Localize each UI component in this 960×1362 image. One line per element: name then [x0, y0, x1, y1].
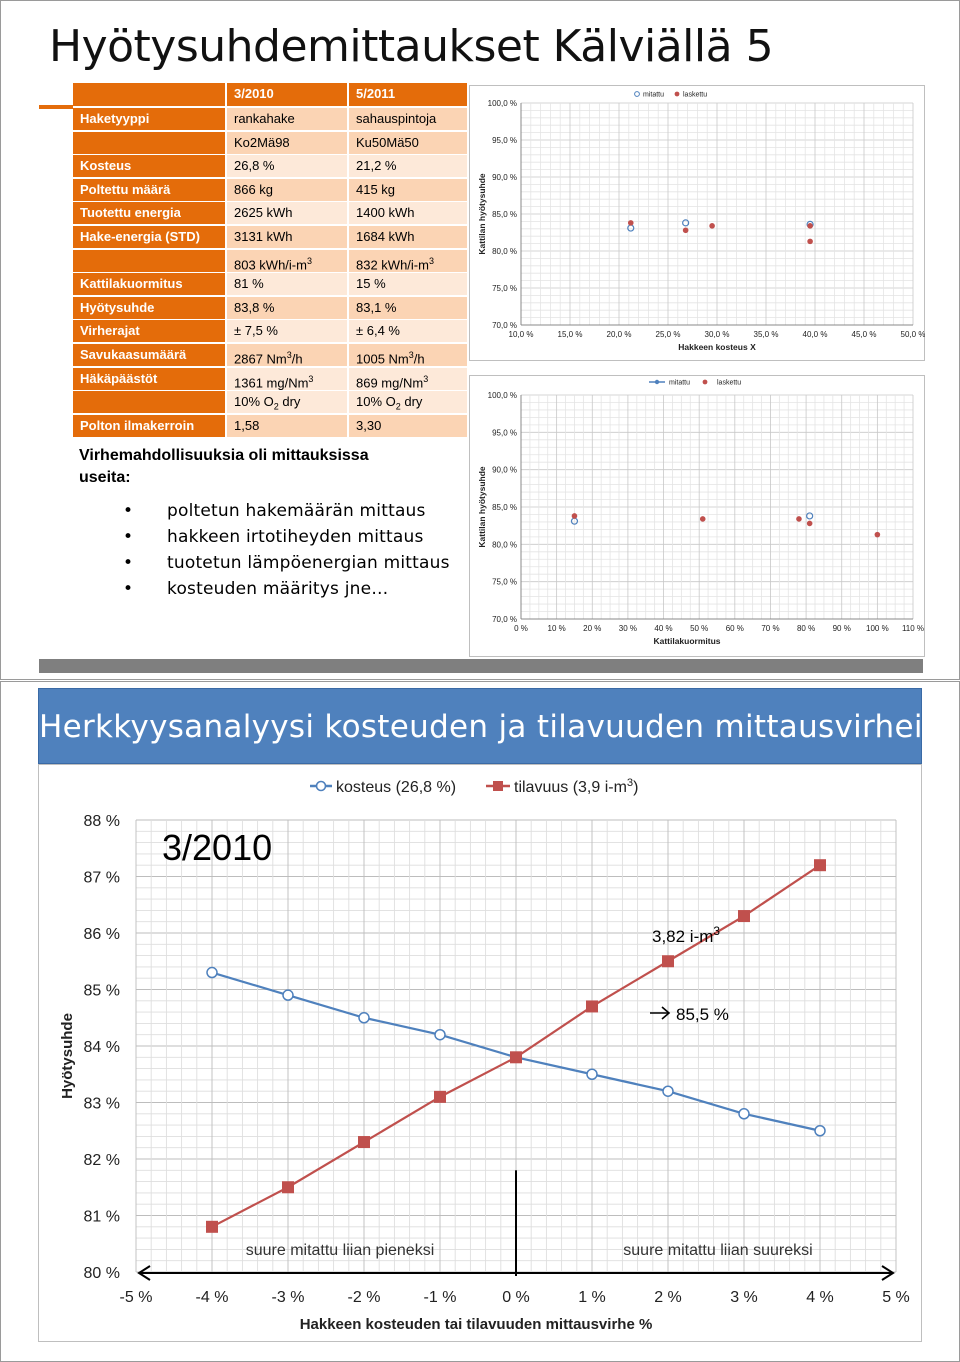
table-cell: ± 7,5 % — [227, 320, 347, 342]
bullet-text: kosteuden määritys jne… — [167, 579, 389, 599]
table-cell: Hyötysuhde — [73, 297, 225, 319]
x-tick-label: 45,0 % — [851, 330, 877, 339]
table-row — [73, 250, 467, 272]
table-cell: 81 % — [227, 273, 347, 295]
table-cell: Ku50Mä50 — [349, 132, 467, 154]
table-cell: Haketyyppi — [73, 108, 225, 130]
data-point-tilavuus — [434, 1091, 446, 1103]
title-accent-line — [39, 105, 73, 109]
y-tick-label: 70,0 % — [492, 321, 517, 330]
table-cell: Hake-energia (STD) — [73, 226, 225, 248]
table-cell: 1684 kWh — [349, 226, 467, 248]
data-point-kosteus — [359, 1013, 369, 1023]
data-point-laskettu — [709, 223, 715, 229]
bullet-dot-icon: • — [123, 527, 134, 547]
table-cell: 15 % — [349, 273, 467, 295]
data-point-tilavuus — [206, 1221, 218, 1233]
table-cell: 869 mg/Nm$^3$ — [349, 368, 467, 390]
bullet-dot-icon: • — [123, 579, 134, 599]
data-point-laskettu — [700, 516, 706, 522]
table-cell: 832 kWh/$i-m^3$ — [349, 250, 467, 272]
y-tick-label: 70,0 % — [492, 615, 517, 624]
y-tick-label: 95,0 % — [492, 428, 517, 438]
x-tick-label: 100 % — [866, 624, 889, 633]
table-row — [73, 155, 467, 177]
x-tick-label: 5 % — [882, 1289, 910, 1306]
table-cell — [73, 391, 225, 413]
table-cell: 83,1 % — [349, 297, 467, 319]
arrow-left-text: suure mitattu liian pieneksi — [245, 1242, 435, 1259]
table-cell: 2867 Nm$^3$/h — [227, 344, 347, 366]
x-tick-label: 3 % — [730, 1289, 758, 1306]
table-cell: 1361 mg/Nm$^3$ — [227, 368, 347, 390]
x-tick-label: 0 % — [514, 624, 528, 633]
x-tick-label: 30,0 % — [704, 330, 730, 339]
x-tick-label: 10,0 % — [508, 330, 534, 339]
x-tick-label: 30 % — [618, 624, 638, 633]
table-cell: Tuotettu energia — [73, 202, 225, 224]
x-tick-label: 4 % — [806, 1289, 834, 1306]
x-tick-label: 35,0 % — [753, 330, 779, 339]
x-tick-label: 110 % — [901, 624, 925, 633]
table-cell: 3,30 — [349, 415, 467, 437]
data-point-kosteus — [283, 990, 293, 1000]
annotation-efficiency: 85,5 % — [676, 1005, 729, 1024]
y-axis-label: Kattilan hyötysuhde — [477, 173, 487, 255]
legend-label: laskettu — [717, 379, 742, 387]
bullet-text: hakkeen irtotiheyden mittaus — [167, 527, 424, 547]
data-point-tilavuus — [282, 1181, 294, 1193]
table-cell: Kattilakuormitus — [73, 273, 225, 295]
table-row — [73, 415, 467, 437]
x-tick-label: 40,0 % — [802, 330, 828, 339]
note-heading — [79, 445, 369, 489]
data-point-laskettu — [572, 513, 578, 519]
data-point-tilavuus — [358, 1136, 370, 1148]
x-tick-label: 50 % — [690, 624, 709, 633]
y-tick-label: 90,0 % — [492, 173, 517, 182]
y-tick-label: 75,0 % — [492, 284, 517, 293]
legend-marker — [675, 92, 680, 97]
table-cell: 3131 kWh — [227, 226, 347, 248]
table-cell: 1005 Nm$^3$/h — [349, 344, 467, 366]
y-tick-label: 80,0 % — [492, 540, 517, 550]
y-tick-label: 85,0 % — [492, 503, 517, 512]
table-row — [73, 320, 467, 342]
table-cell — [73, 83, 225, 106]
bullet-text: poltetun hakemäärän mittaus — [167, 501, 426, 521]
x-tick-label: 60 % — [725, 624, 744, 633]
legend-label: mitattu — [669, 379, 691, 387]
data-point-kosteus — [587, 1069, 597, 1079]
table-cell: Polton ilmakerroin — [73, 415, 225, 437]
x-tick-label: 0 % — [502, 1289, 530, 1306]
y-tick-label: 90,0 % — [492, 465, 517, 475]
data-point-kosteus — [435, 1030, 445, 1040]
table-cell: 1,58 — [227, 415, 347, 437]
table-cell: 415 kg — [349, 179, 467, 201]
legend-marker — [493, 781, 503, 791]
x-tick-label: -4 % — [195, 1289, 229, 1306]
table-cell: Virherajat — [73, 320, 225, 342]
table-row — [73, 297, 467, 319]
arrow-right-text: suure mitattu liian suureksi — [623, 1242, 813, 1259]
data-point-kosteus — [739, 1109, 749, 1119]
y-tick-label: 81 % — [83, 1208, 120, 1226]
table-cell: Savukaasumäärä — [73, 344, 225, 366]
y-tick-label: 84 % — [83, 1039, 120, 1056]
y-tick-label: 100,0 % — [487, 391, 517, 400]
scatter-chart-load — [469, 375, 925, 657]
table-cell — [73, 250, 225, 272]
x-axis-label: Hakkeen kosteus X — [678, 342, 756, 352]
table-header-row — [73, 83, 467, 106]
y-tick-label: 95,0 % — [492, 136, 517, 145]
bullet-text: tuotetun lämpöenergian mittaus — [167, 553, 450, 573]
y-tick-label: 82 % — [83, 1152, 120, 1169]
table-cell: 2625 kWh — [227, 202, 347, 224]
table-cell: 1400 kWh — [349, 202, 467, 224]
overlay-period-label: 3/2010 — [162, 827, 273, 868]
note-line-1: Virhemahdollisuuksia oli mittauksissa — [79, 447, 369, 464]
x-tick-label: 70 % — [761, 624, 780, 633]
x-tick-label: -3 % — [271, 1289, 305, 1306]
slide-title: Hyötysuhdemittaukset Kälviällä 5 — [49, 21, 774, 72]
legend-label: tilavuus (3,9 $i-m^3$) — [514, 777, 639, 796]
table-cell: Ko2Mä98 — [227, 132, 347, 154]
data-point-laskettu — [807, 223, 813, 229]
table-row — [73, 391, 467, 413]
legend-label: laskettu — [683, 91, 708, 99]
x-tick-label: -2 % — [347, 1289, 381, 1306]
table-row — [73, 344, 467, 366]
table-row — [73, 108, 467, 130]
table-cell: 3/2010 — [227, 83, 347, 106]
data-point-laskettu — [807, 239, 813, 245]
data-point-laskettu — [796, 516, 802, 522]
annotation-volume: 3,82 $i-m^3$ — [652, 924, 721, 946]
data-point-kosteus — [815, 1126, 825, 1136]
bullet-dot-icon: • — [123, 553, 134, 573]
data-point-kosteus — [663, 1086, 673, 1096]
table-row — [73, 202, 467, 224]
table-cell: 21,2 % — [349, 155, 467, 177]
footer-bar — [39, 659, 923, 673]
data-point-laskettu — [875, 532, 881, 538]
y-tick-label: 80,0 % — [492, 247, 517, 256]
legend-label: kosteus (26,8 %) — [336, 779, 457, 796]
y-tick-label: 85 % — [83, 982, 120, 1000]
legend-marker — [655, 380, 659, 384]
x-tick-label: 50,0 % — [900, 330, 925, 339]
table-row — [73, 132, 467, 154]
table-cell: Poltettu määrä — [73, 179, 225, 201]
x-axis-label: Hakkeen kosteuden tai tilavuuden mittausvirhe % — [299, 1316, 653, 1333]
y-axis-label: Hyötysuhde — [59, 1013, 76, 1099]
table-cell: Häkäpäästöt — [73, 368, 225, 390]
sensitivity-line-chart — [38, 764, 922, 1342]
table-row — [73, 226, 467, 248]
y-tick-label: 88 % — [83, 813, 120, 830]
y-tick-label: 87 % — [83, 869, 120, 887]
data-point-laskettu — [628, 220, 634, 226]
table-row — [73, 273, 467, 295]
table-cell: 5/2011 — [349, 83, 467, 106]
table-cell: 866 kg — [227, 179, 347, 201]
table-cell: 26,8 % — [227, 155, 347, 177]
data-point-tilavuus — [662, 955, 674, 967]
x-tick-label: 20,0 % — [606, 330, 632, 339]
y-tick-label: 75,0 % — [492, 577, 517, 587]
table-cell: 83,8 % — [227, 297, 347, 319]
scatter-chart-moisture — [469, 85, 925, 361]
note-line-2: useita: — [79, 469, 131, 486]
y-tick-label: 86 % — [83, 926, 120, 943]
legend-marker — [317, 782, 326, 791]
bullet-dot-icon: • — [123, 501, 134, 521]
x-tick-label: 40 % — [654, 624, 673, 633]
x-axis-label: Kattilakuormitus — [653, 636, 721, 646]
table-cell: sahauspintoja — [349, 108, 467, 130]
table-cell — [73, 132, 225, 154]
table-cell: 803 kWh/$i-m^3$ — [227, 250, 347, 272]
table-row — [73, 179, 467, 201]
data-point-tilavuus — [738, 910, 750, 922]
x-tick-label: 25,0 % — [655, 330, 681, 339]
x-tick-label: 15,0 % — [557, 330, 583, 339]
slide-2-title: Herkkyysanalyysi kosteuden ja tilavuuden mittausvirheille — [38, 688, 922, 764]
y-tick-label: 100,0 % — [487, 99, 517, 108]
data-point-tilavuus — [814, 859, 826, 871]
table-row — [73, 368, 467, 390]
data-point-laskettu — [807, 521, 813, 527]
y-tick-label: 85,0 % — [492, 210, 517, 219]
data-point-kosteus — [207, 968, 217, 978]
data-point-tilavuus — [510, 1051, 522, 1063]
y-axis-label: Kattilan hyötysuhde — [477, 466, 487, 548]
y-tick-label: 83 % — [83, 1095, 120, 1113]
table-cell: ± 6,4 % — [349, 320, 467, 342]
x-tick-label: 2 % — [654, 1289, 682, 1306]
table-cell: Kosteus — [73, 155, 225, 177]
y-tick-label: 80 % — [83, 1265, 120, 1282]
table-cell: 10% $O_2$ dry — [349, 391, 467, 413]
x-tick-label: 1 % — [578, 1289, 606, 1306]
table-cell: rankahake — [227, 108, 347, 130]
data-point-laskettu — [683, 227, 689, 233]
legend-marker — [703, 380, 708, 385]
data-point-tilavuus — [586, 1000, 598, 1012]
x-tick-label: -1 % — [423, 1289, 457, 1306]
x-tick-label: 10 % — [547, 624, 566, 633]
slide-1 — [0, 0, 960, 680]
x-tick-label: -5 % — [119, 1289, 153, 1306]
legend-label: mitattu — [643, 91, 665, 99]
table-cell: 10% $O_2$ dry — [227, 391, 347, 413]
x-tick-label: 90 % — [832, 624, 851, 633]
x-tick-label: 80 % — [796, 624, 816, 633]
x-tick-label: 20 % — [583, 624, 602, 633]
